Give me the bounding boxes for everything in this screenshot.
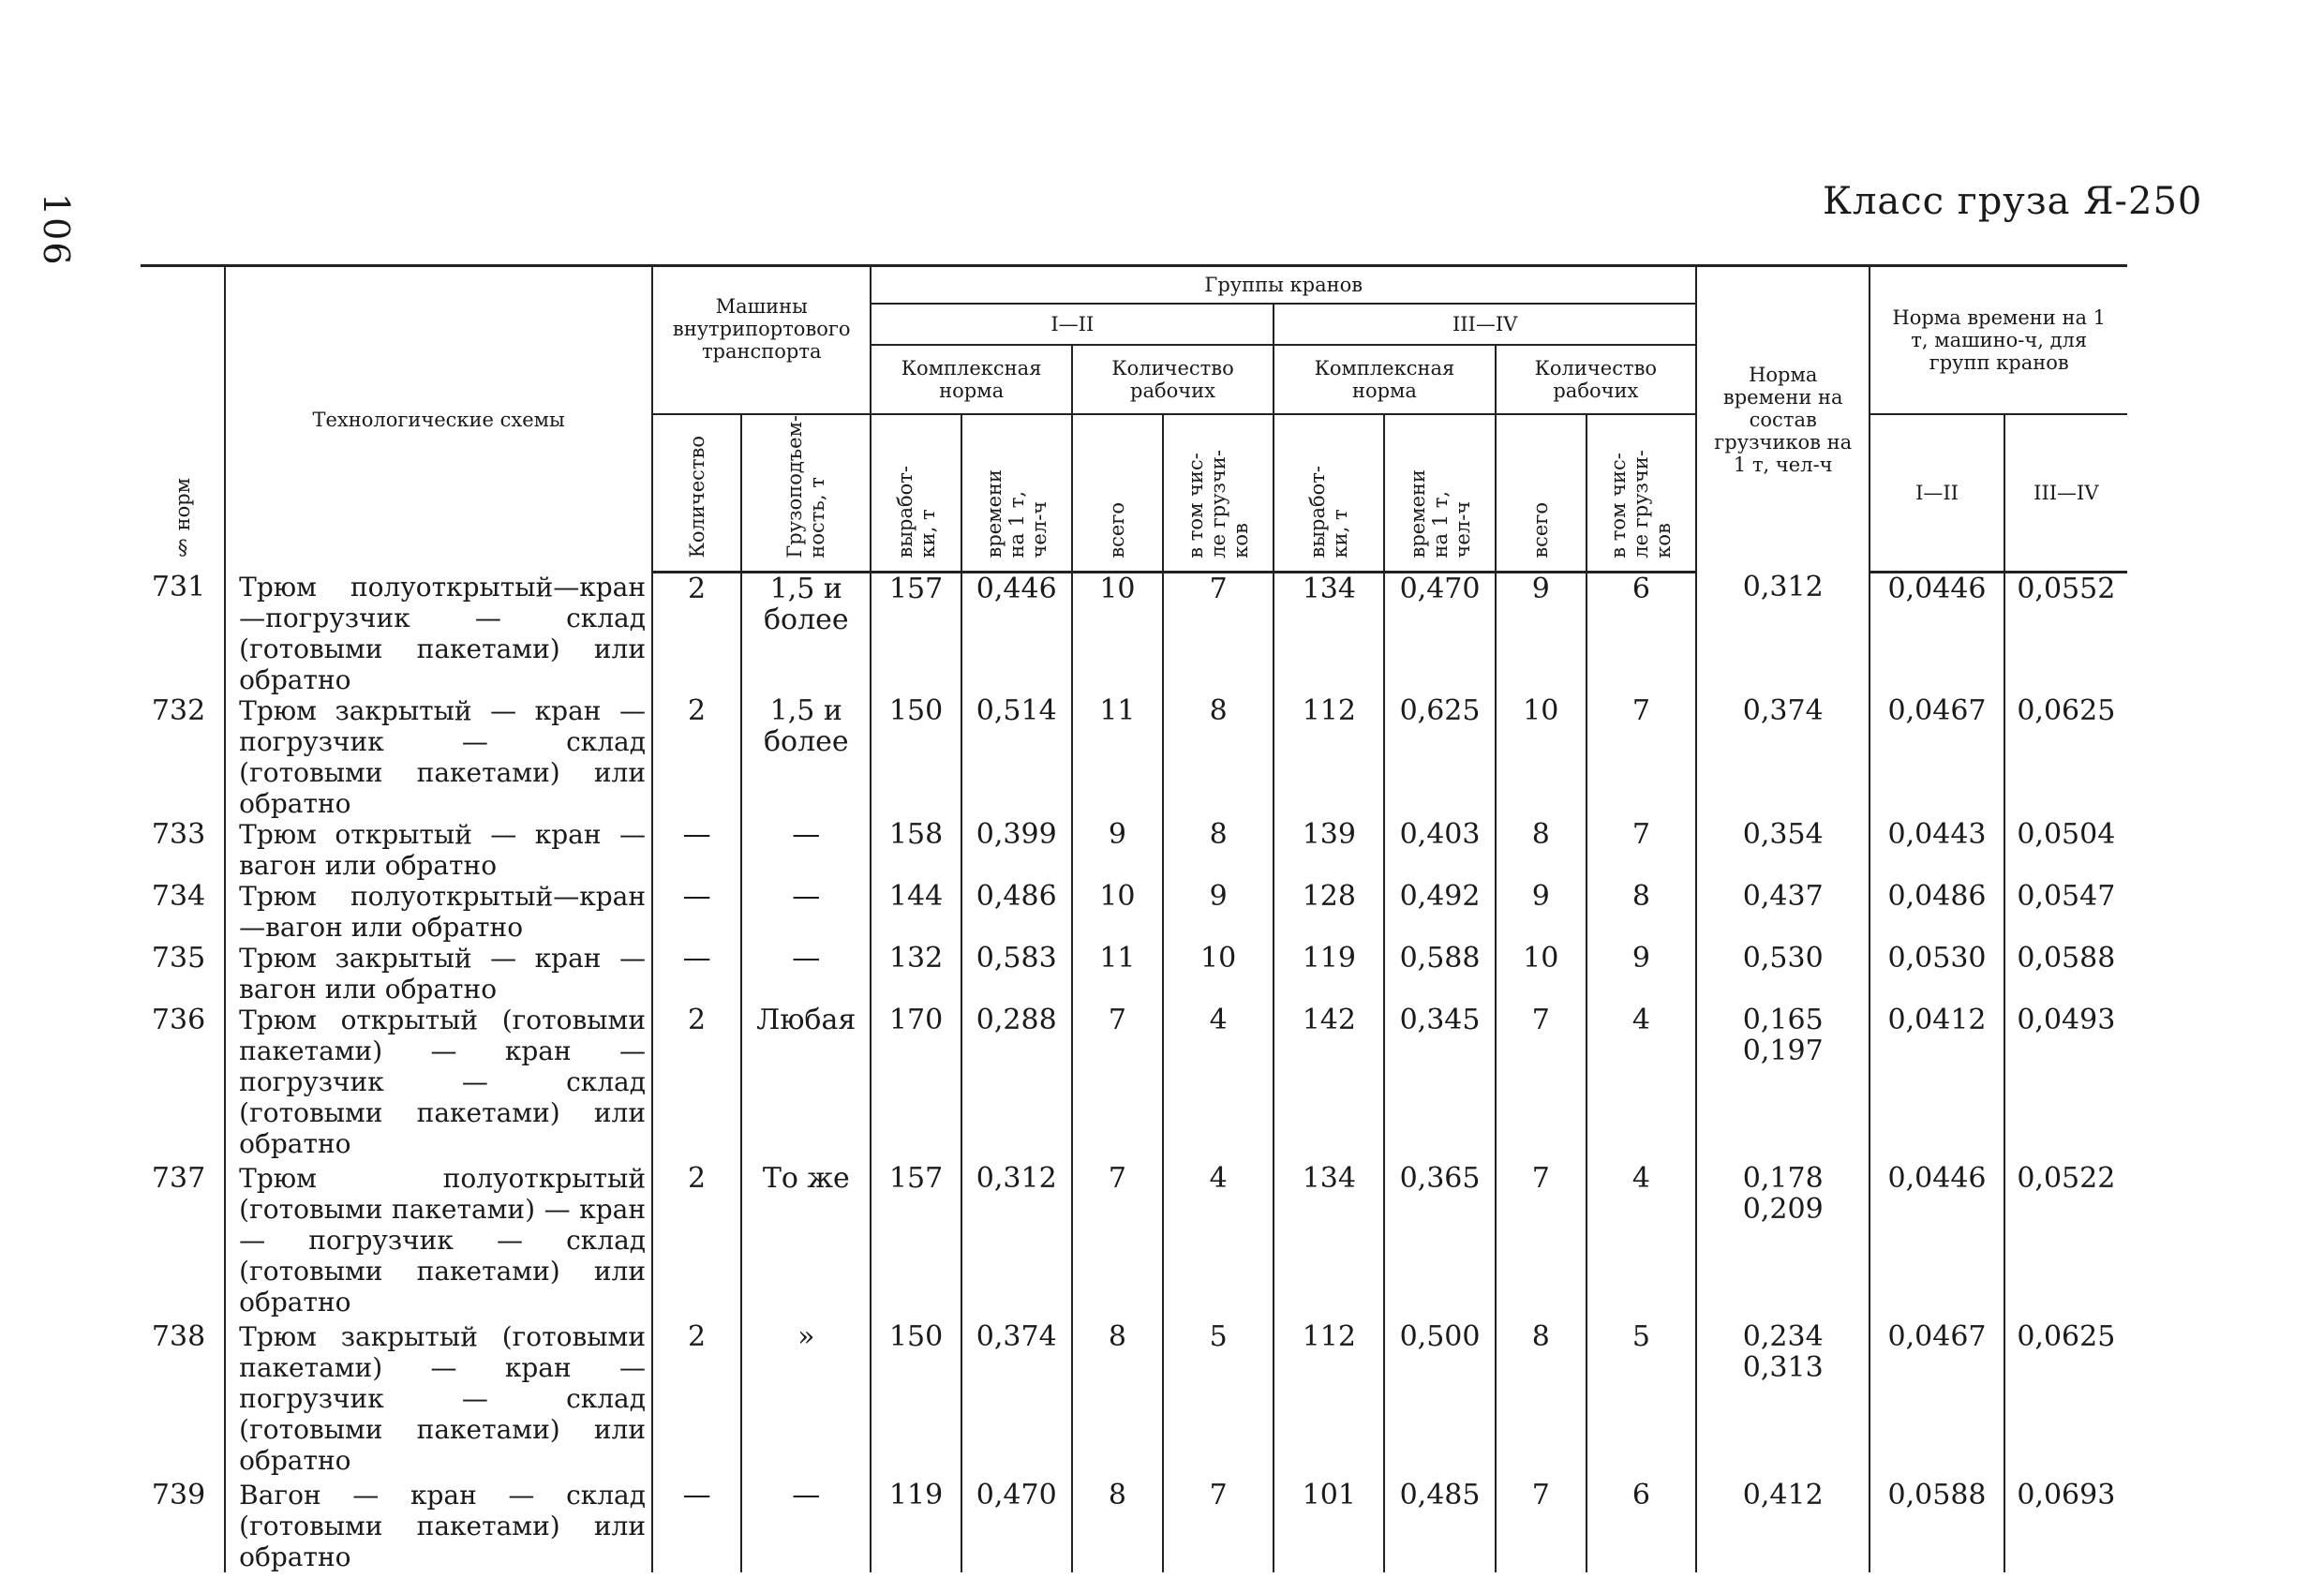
header-g1-total: всего [1072,414,1163,572]
row-capacity: — [741,1480,871,1572]
header-scheme: Технологические схемы [225,266,652,573]
row-g1-output: 158 [871,819,961,881]
row-mt-g1: 0,0467 [1870,1321,2004,1480]
row-g2-total: 10 [1496,695,1587,819]
row-g1-total: 9 [1072,819,1163,881]
table-row [141,1480,2127,1572]
row-loader-norm: 0,530 [1696,943,1870,1005]
row-loader-norm: 0,312 [1696,572,1870,695]
table-row [141,1163,2127,1321]
row-g2-time: 0,492 [1384,881,1495,943]
header-g1-time: времени на 1 т, чел-ч [961,414,1072,572]
row-g1-loaders: 7 [1163,1480,1274,1572]
header-g2-total: всего [1496,414,1587,572]
row-g1-time: 0,583 [961,943,1072,1005]
row-g2-time: 0,470 [1384,572,1495,695]
row-g1-loaders: 4 [1163,1163,1274,1321]
row-capacity: — [741,881,871,943]
row-number: 739 [151,1479,206,1512]
row-loader-norm: 0,374 [1696,695,1870,819]
row-g1-time: 0,288 [961,1005,1072,1163]
row-g2-loaders: 6 [1587,572,1696,695]
row-g1-loaders: 7 [1163,572,1274,695]
row-g2-loaders: 6 [1587,1480,1696,1572]
row-qty: 2 [652,1163,741,1321]
row-g1-loaders: 4 [1163,1005,1274,1163]
row-g1-output: 132 [871,943,961,1005]
header-group-1: I—II [871,304,1274,345]
row-g2-output: 101 [1274,1480,1384,1572]
row-g2-time: 0,625 [1384,695,1495,819]
header-machines-capacity: Грузоподъем- ность, т [741,414,871,572]
header-g2-loaders: в том чис- ле грузчи- ков [1587,414,1696,572]
table-row [141,819,2127,881]
page-title: Класс груза Я-250 [1823,180,2203,223]
table-header [141,266,2127,573]
row-qty: 2 [652,572,741,695]
row-qty: 2 [652,695,741,819]
header-machines-qty: Количество [652,414,741,572]
table-row [141,572,2127,695]
row-g2-time: 0,485 [1384,1480,1495,1572]
header-machine-time-norm: Норма времени на 1 т, машино-ч, для групп кранов [1870,266,2127,415]
row-g1-total: 7 [1072,1005,1163,1163]
header-mt-g1: I—II [1870,414,2004,572]
row-scheme: Трюм закрытый — кран — погрузчик — склад (готовыми пакетами) или обратно [225,695,652,819]
row-g2-output: 134 [1274,572,1384,695]
row-g2-output: 112 [1274,695,1384,819]
row-scheme: Вагон — кран — склад (готовыми пакетами) или обратно [225,1480,652,1572]
row-capacity: — [741,943,871,1005]
row-g1-total: 10 [1072,572,1163,695]
row-g2-total: 7 [1496,1480,1587,1572]
row-g2-time: 0,500 [1384,1321,1495,1480]
row-mt-g1: 0,0588 [1870,1480,2004,1572]
row-g1-total: 7 [1072,1163,1163,1321]
row-mt-g2: 0,0493 [2004,1005,2127,1163]
row-g2-output: 134 [1274,1163,1384,1321]
row-mt-g1: 0,0467 [1870,695,2004,819]
row-loader-norm: 0,354 [1696,819,1870,881]
row-g1-output: 157 [871,572,961,695]
row-g2-loaders: 5 [1587,1321,1696,1480]
table-body [141,572,2127,1572]
row-loader-norm: 0,234 0,313 [1696,1321,1870,1480]
row-mt-g1: 0,0486 [1870,881,2004,943]
header-norm-no: § норм [141,266,225,573]
row-g2-output: 119 [1274,943,1384,1005]
row-scheme: Трюм закрытый — кран — вагон или обратно [225,943,652,1005]
row-scheme: Трюм открытый — кран — вагон или обратно [225,819,652,881]
row-g1-output: 150 [871,695,961,819]
row-g2-loaders: 4 [1587,1163,1696,1321]
row-mt-g2: 0,0625 [2004,695,2127,819]
row-g1-total: 10 [1072,881,1163,943]
table-row [141,1005,2127,1163]
row-qty: — [652,1480,741,1572]
row-loader-norm: 0,412 [1696,1480,1870,1572]
row-mt-g1: 0,0446 [1870,572,2004,695]
row-g1-loaders: 8 [1163,695,1274,819]
row-g1-time: 0,514 [961,695,1072,819]
row-g2-time: 0,588 [1384,943,1495,1005]
row-g2-loaders: 7 [1587,819,1696,881]
page-number: 106 [36,193,77,267]
row-mt-g1: 0,0443 [1870,819,2004,881]
row-capacity: Любая [741,1005,871,1163]
row-mt-g2: 0,0693 [2004,1480,2127,1572]
row-g1-loaders: 8 [1163,819,1274,881]
row-g1-loaders: 9 [1163,881,1274,943]
row-g2-output: 112 [1274,1321,1384,1480]
row-g1-output: 170 [871,1005,961,1163]
header-g2-output: выработ- ки, т [1274,414,1384,572]
row-scheme: Трюм полуоткрытый—кран—погрузчик — склад (готовыми пакетами) или обратно [225,572,652,695]
row-mt-g2: 0,0522 [2004,1163,2127,1321]
row-mt-g2: 0,0552 [2004,572,2127,695]
row-mt-g1: 0,0412 [1870,1005,2004,1163]
row-g2-output: 142 [1274,1005,1384,1163]
row-capacity: — [741,819,871,881]
row-number: 733 [151,818,206,852]
row-qty: 2 [652,1005,741,1163]
row-g1-output: 144 [871,881,961,943]
row-qty: 2 [652,1321,741,1480]
row-number: 737 [151,1162,206,1196]
row-number: 736 [151,1004,206,1037]
row-g1-time: 0,486 [961,881,1072,943]
row-loader-norm: 0,437 [1696,881,1870,943]
row-qty: — [652,881,741,943]
row-g2-loaders: 4 [1587,1005,1696,1163]
header-crane-groups: Группы кранов [871,266,1696,305]
row-g1-total: 11 [1072,943,1163,1005]
row-g1-total: 8 [1072,1480,1163,1572]
row-scheme: Трюм полуоткрытый (готовыми пакетами) — кран — погрузчик — склад (готовыми пакетами) или обратно [225,1163,652,1321]
header-g2-workers: Количество рабочих [1496,345,1696,414]
row-number: 732 [151,694,206,728]
row-qty: — [652,943,741,1005]
row-number: 738 [151,1320,206,1354]
table-row [141,881,2127,943]
header-machines: Машины внутрипортового транспорта [652,266,871,415]
row-capacity: То же [741,1163,871,1321]
row-g1-loaders: 5 [1163,1321,1274,1480]
row-number: 734 [151,880,206,914]
row-g1-time: 0,374 [961,1321,1072,1480]
row-g2-output: 128 [1274,881,1384,943]
row-loader-norm: 0,165 0,197 [1696,1005,1870,1163]
row-qty: — [652,819,741,881]
row-g1-time: 0,312 [961,1163,1072,1321]
row-g2-total: 10 [1496,943,1587,1005]
header-group-2: III—IV [1274,304,1696,345]
row-mt-g1: 0,0446 [1870,1163,2004,1321]
row-capacity: 1,5 и более [741,572,871,695]
row-g2-total: 9 [1496,572,1587,695]
row-g1-time: 0,399 [961,819,1072,881]
row-g1-time: 0,470 [961,1480,1072,1572]
row-g1-total: 8 [1072,1321,1163,1480]
row-number: 731 [151,571,206,604]
row-g2-time: 0,403 [1384,819,1495,881]
row-g2-total: 7 [1496,1163,1587,1321]
row-g2-total: 8 [1496,819,1587,881]
header-mt-g2: III—IV [2004,414,2127,572]
row-mt-g2: 0,0547 [2004,881,2127,943]
header-g1-loaders: в том чис- ле грузчи- ков [1163,414,1274,572]
row-g2-loaders: 9 [1587,943,1696,1005]
header-g2-complex-norm: Комплексная норма [1274,345,1495,414]
row-g1-total: 11 [1072,695,1163,819]
table-row [141,1321,2127,1480]
row-loader-norm: 0,178 0,209 [1696,1163,1870,1321]
row-g1-loaders: 10 [1163,943,1274,1005]
table-row [141,695,2127,819]
row-g2-loaders: 7 [1587,695,1696,819]
row-capacity: 1,5 и более [741,695,871,819]
row-g2-total: 7 [1496,1005,1587,1163]
row-g2-time: 0,345 [1384,1005,1495,1163]
row-capacity: » [741,1321,871,1480]
header-g2-time: времени на 1 т, чел-ч [1384,414,1495,572]
row-g1-output: 157 [871,1163,961,1321]
header-g1-workers: Количество рабочих [1072,345,1274,414]
row-mt-g2: 0,0625 [2004,1321,2127,1480]
row-g1-output: 119 [871,1480,961,1572]
row-g1-output: 150 [871,1321,961,1480]
row-number: 735 [151,942,206,975]
row-g1-time: 0,446 [961,572,1072,695]
row-mt-g1: 0,0530 [1870,943,2004,1005]
norms-table [141,264,2127,1572]
row-g2-total: 8 [1496,1321,1587,1480]
row-g2-time: 0,365 [1384,1163,1495,1321]
row-scheme: Трюм открытый (готовыми пакетами) — кран — погрузчик — склад (готовыми пакетами) или обратно [225,1005,652,1163]
row-g2-loaders: 8 [1587,881,1696,943]
header-loader-time-norm: Норма времени на состав грузчиков на 1 т, чел-ч [1696,266,1870,573]
row-mt-g2: 0,0588 [2004,943,2127,1005]
row-g2-total: 9 [1496,881,1587,943]
header-g1-complex-norm: Комплексная норма [871,345,1071,414]
header-g1-output: выработ- ки, т [871,414,961,572]
table-row [141,943,2127,1005]
row-scheme: Трюм полуоткрытый—кран—вагон или обратно [225,881,652,943]
row-g2-output: 139 [1274,819,1384,881]
row-scheme: Трюм закрытый (готовыми пакетами) — кран — погрузчик — склад (готовыми пакетами) или обратно [225,1321,652,1480]
row-mt-g2: 0,0504 [2004,819,2127,881]
